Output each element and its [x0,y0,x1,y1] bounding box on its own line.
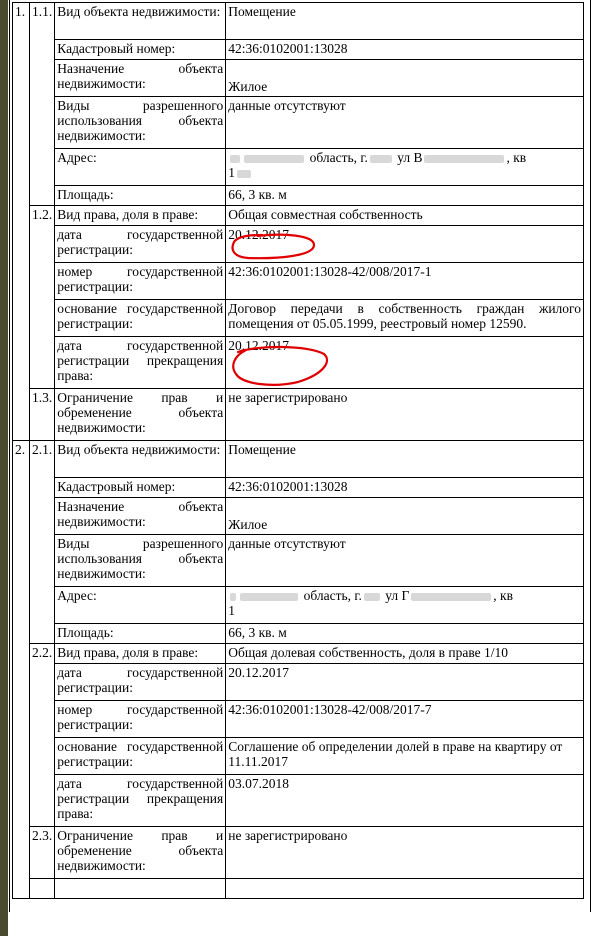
red-circle-annotation [228,344,332,388]
redacted-text [370,155,392,163]
row-label: Вид права, доля в праве: [55,206,226,226]
table-row [13,186,584,206]
group-number: 2.1. [30,441,55,644]
row-value: 42:36:0102001:13028 [226,40,584,60]
address-value: область, г. ул Г , кв 1 [226,587,584,624]
row-label: дата государственной регистрации: [55,664,226,701]
row-label: Кадастровый номер: [55,40,226,60]
row-value: Общая совместная собственность [226,206,584,226]
row-label: Адрес: [55,587,226,624]
table-row [13,701,584,738]
annotation-stroke [233,347,327,385]
row-label: Ограничение прав и обременение объекта недвижимости: [55,389,226,441]
table-row [13,441,584,478]
row-label: дата государственной регистрации прекращения права: [55,775,226,827]
table-row [13,498,584,535]
table-row [13,775,584,827]
row-label: номер государственной регистрации: [55,701,226,738]
redacted-text [240,593,298,601]
row-value: Общая долевая собственность, доля в праве 1/10 [226,644,584,664]
row-value: Жилое [226,498,584,535]
address-value: область, г. ул В , кв 1 [226,149,584,186]
group-number: 1.1. [30,3,55,206]
table-row [13,879,584,899]
row-value [226,879,584,899]
group-number: 2.3. [30,827,55,879]
table-row [13,3,584,40]
table-row [13,624,584,644]
table-row [13,97,584,149]
row-label: основание государственной регистрации: [55,300,226,337]
table-row [13,478,584,498]
row-value: не зарегистрировано [226,389,584,441]
row-value: данные отсутствуют [226,97,584,149]
table-row [13,60,584,97]
row-value: 42:36:0102001:13028-42/008/2017-1 [226,263,584,300]
group-number: 2.2. [30,644,55,827]
redacted-text [364,593,380,601]
section-number: 2. [13,441,30,899]
row-value: Помещение [226,441,584,478]
registration-date: 20.12.2017 [226,226,584,263]
row-label: Назначение объекта недвижимости: [55,60,226,97]
termination-date: 20.12.2017 [226,337,584,389]
document-page [9,0,591,912]
redacted-text [230,155,240,163]
section-number: 1. [13,3,30,441]
annotation-stroke [233,235,314,258]
table-row [13,300,584,337]
row-label: номер государственной регистрации: [55,263,226,300]
row-value: Помещение [226,3,584,40]
table-row [13,535,584,587]
row-label [55,879,226,899]
table-row [13,149,584,186]
row-label: Виды разрешенного использования объекта недвижимости: [55,97,226,149]
row-value: 66, 3 кв. м [226,624,584,644]
row-value: Жилое [226,60,584,97]
group-number: 1.3. [30,389,55,441]
row-label: Адрес: [55,149,226,186]
row-label: основание государственной регистрации: [55,738,226,775]
row-label: Вид объекта недвижимости: [55,441,226,478]
row-label: Виды разрешенного использования объекта недвижимости: [55,535,226,587]
red-circle-annotation [228,232,320,262]
group-number: 1.2. [30,206,55,389]
row-label: Вид объекта недвижимости: [55,3,226,40]
row-value: Соглашение об определении долей в праве на квартиру от 11.11.2017 [226,738,584,775]
table-row [13,389,584,441]
table-row [13,664,584,701]
redacted-text [424,155,504,163]
row-label: Кадастровый номер: [55,478,226,498]
property-rights-table [12,2,584,899]
redacted-text [411,593,491,601]
table-row [13,827,584,879]
table-row [13,587,584,624]
row-label: дата государственной регистрации прекращения права: [55,337,226,389]
table-row [13,738,584,775]
row-value: 20.12.2017 [226,664,584,701]
group-number [30,879,55,899]
row-value: 03.07.2018 [226,775,584,827]
redacted-text [230,593,236,601]
row-label: дата государственной регистрации: [55,226,226,263]
left-window-edge [0,0,8,936]
redacted-text [237,170,251,178]
row-value: данные отсутствуют [226,535,584,587]
table-row [13,644,584,664]
row-label: Площадь: [55,186,226,206]
redacted-text [244,155,304,163]
row-label: Назначение объекта недвижимости: [55,498,226,535]
row-value: 42:36:0102001:13028 [226,478,584,498]
row-label: Площадь: [55,624,226,644]
table-row [13,40,584,60]
table-row [13,263,584,300]
row-value: не зарегистрировано [226,827,584,879]
row-value: Договор передачи в собственность граждан жилого помещения от 05.05.1999, реестровый номер 12590. [226,300,584,337]
row-value: 66, 3 кв. м [226,186,584,206]
row-value: 42:36:0102001:13028-42/008/2017-7 [226,701,584,738]
table-row [13,206,584,226]
row-label: Ограничение прав и обременение объекта недвижимости: [55,827,226,879]
row-label: Вид права, доля в праве: [55,644,226,664]
